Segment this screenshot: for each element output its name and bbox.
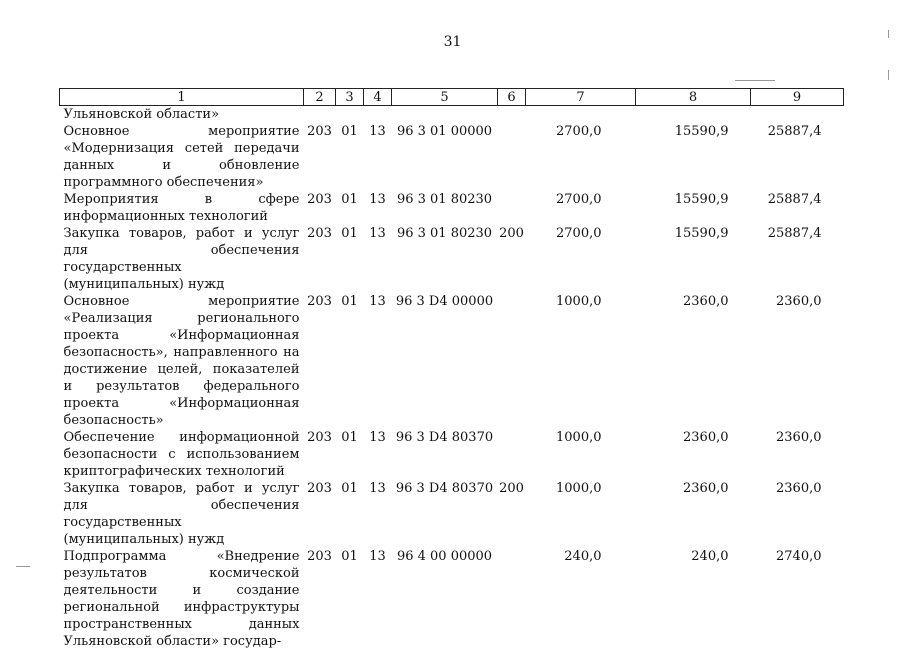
row-name: Закупка товаров, работ и услуг для обеспечения государственных (муниципальных) нужд xyxy=(60,225,304,293)
row-value-col8: 15590,9 xyxy=(636,191,751,225)
page-number: 31 xyxy=(0,34,905,50)
table-row xyxy=(60,429,844,480)
row-ministry-code xyxy=(304,106,336,124)
row-value-col8: 240,0 xyxy=(636,548,751,650)
row-name: Ульяновской области» xyxy=(60,106,304,124)
row-section: 01 xyxy=(336,191,364,225)
row-value-col7: 2700,0 xyxy=(526,123,636,191)
scan-speck xyxy=(735,80,775,81)
row-expense-type xyxy=(498,429,526,480)
row-target-article: 96 3 D4 80370 xyxy=(392,480,498,548)
row-value-col9: 2360,0 xyxy=(751,293,844,429)
row-value-col9: 2740,0 xyxy=(751,548,844,650)
row-value-col8: 15590,9 xyxy=(636,225,751,293)
row-value-col7 xyxy=(526,106,636,124)
header-col-2: 2 xyxy=(304,89,336,106)
row-target-article xyxy=(392,106,498,124)
row-value-col7: 2700,0 xyxy=(526,225,636,293)
row-ministry-code: 203 xyxy=(304,293,336,429)
header-col-9: 9 xyxy=(751,89,844,106)
row-value-col9: 25887,4 xyxy=(751,191,844,225)
table-row xyxy=(60,293,844,429)
row-subsection: 13 xyxy=(364,429,392,480)
row-expense-type: 200 xyxy=(498,480,526,548)
row-value-col9: 25887,4 xyxy=(751,123,844,191)
row-ministry-code: 203 xyxy=(304,191,336,225)
row-value-col8: 2360,0 xyxy=(636,429,751,480)
row-target-article: 96 3 D4 80370 xyxy=(392,429,498,480)
table-header xyxy=(60,89,844,106)
row-section: 01 xyxy=(336,548,364,650)
row-ministry-code: 203 xyxy=(304,480,336,548)
row-section: 01 xyxy=(336,123,364,191)
row-name: Подпрограмма «Внедрение результатов космической деятельности и создание региональной инфраструктуры пространственных данных Ульяновской области» государ- xyxy=(60,548,304,650)
row-subsection xyxy=(364,106,392,124)
row-value-col8: 2360,0 xyxy=(636,293,751,429)
row-value-col9: 25887,4 xyxy=(751,225,844,293)
row-target-article: 96 3 01 80230 xyxy=(392,225,498,293)
table-body xyxy=(60,106,844,650)
scan-speck xyxy=(888,30,889,38)
header-col-7: 7 xyxy=(526,89,636,106)
row-ministry-code: 203 xyxy=(304,225,336,293)
row-expense-type xyxy=(498,293,526,429)
row-value-col9 xyxy=(751,106,844,124)
row-ministry-code: 203 xyxy=(304,548,336,650)
row-section: 01 xyxy=(336,293,364,429)
scan-speck xyxy=(888,70,889,80)
row-value-col8: 2360,0 xyxy=(636,480,751,548)
row-target-article: 96 3 01 00000 xyxy=(392,123,498,191)
row-expense-type: 200 xyxy=(498,225,526,293)
header-col-3: 3 xyxy=(336,89,364,106)
table-row xyxy=(60,106,844,124)
row-subsection: 13 xyxy=(364,548,392,650)
row-expense-type xyxy=(498,548,526,650)
row-name: Основное мероприятие «Модернизация сетей передачи данных и обновление программного обеспечения» xyxy=(60,123,304,191)
row-section: 01 xyxy=(336,429,364,480)
row-name: Закупка товаров, работ и услуг для обеспечения государственных (муниципальных) нужд xyxy=(60,480,304,548)
row-expense-type xyxy=(498,191,526,225)
table-row xyxy=(60,225,844,293)
row-subsection: 13 xyxy=(364,293,392,429)
header-row xyxy=(60,89,844,106)
scan-speck xyxy=(16,566,30,567)
header-col-8: 8 xyxy=(636,89,751,106)
row-section: 01 xyxy=(336,480,364,548)
row-value-col8: 15590,9 xyxy=(636,123,751,191)
table-row xyxy=(60,123,844,191)
row-name: Обеспечение информационной безопасности с использованием криптографических технологий xyxy=(60,429,304,480)
row-value-col7: 1000,0 xyxy=(526,293,636,429)
row-value-col7: 1000,0 xyxy=(526,429,636,480)
table-row xyxy=(60,480,844,548)
row-section xyxy=(336,106,364,124)
row-name: Мероприятия в сфере информационных технологий xyxy=(60,191,304,225)
row-subsection: 13 xyxy=(364,225,392,293)
row-ministry-code: 203 xyxy=(304,429,336,480)
table-row xyxy=(60,548,844,650)
row-expense-type xyxy=(498,106,526,124)
row-name: Основное мероприятие «Реализация регионального проекта «Информационная безопасность», направленного на достижение целей, показателей и результатов федерального проекта «Информационная безопасность» xyxy=(60,293,304,429)
table-row xyxy=(60,191,844,225)
header-col-1: 1 xyxy=(60,89,304,106)
row-value-col9: 2360,0 xyxy=(751,429,844,480)
row-value-col7: 1000,0 xyxy=(526,480,636,548)
row-subsection: 13 xyxy=(364,191,392,225)
row-value-col9: 2360,0 xyxy=(751,480,844,548)
row-expense-type xyxy=(498,123,526,191)
row-value-col8 xyxy=(636,106,751,124)
row-subsection: 13 xyxy=(364,123,392,191)
row-target-article: 96 4 00 00000 xyxy=(392,548,498,650)
row-value-col7: 2700,0 xyxy=(526,191,636,225)
row-value-col7: 240,0 xyxy=(526,548,636,650)
header-col-6: 6 xyxy=(498,89,526,106)
row-target-article: 96 3 01 80230 xyxy=(392,191,498,225)
row-ministry-code: 203 xyxy=(304,123,336,191)
budget-table xyxy=(59,88,844,650)
header-col-4: 4 xyxy=(364,89,392,106)
header-col-5: 5 xyxy=(392,89,498,106)
row-section: 01 xyxy=(336,225,364,293)
row-subsection: 13 xyxy=(364,480,392,548)
row-target-article: 96 3 D4 00000 xyxy=(392,293,498,429)
